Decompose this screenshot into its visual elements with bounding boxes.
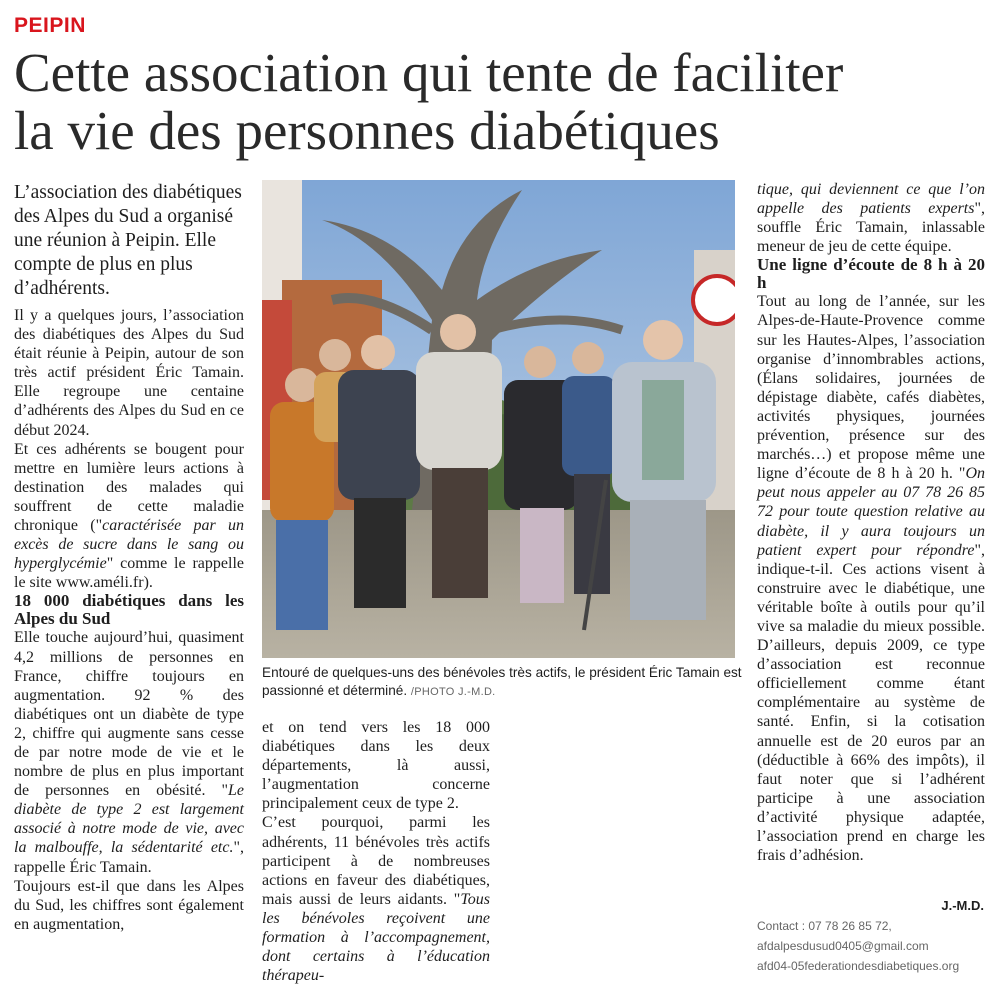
paragraph xyxy=(757,292,985,865)
caption-text: Entouré de quelques-uns des bénévoles très actifs, le président Éric Tamain est passionné et déterminé. xyxy=(262,665,742,698)
headline xyxy=(14,44,984,160)
photo-caption xyxy=(262,664,742,701)
paragraph: Toujours est-il que dans les Alpes du Sud, les chiffres sont également en augmentation, xyxy=(14,877,244,933)
article-photo xyxy=(262,180,735,658)
quote: On peut nous appeler au 07 78 26 85 72 pour toute question relative au diabète, il y aura toujours un patient expert pour répondre xyxy=(757,465,985,559)
article-lead: L’association des diabétiques des Alpes du Sud a organisé une réunion à Peipin. Elle compte de plus en plus d’adhérents. xyxy=(14,182,242,299)
text-run: Tout au long de l’année, sur les Alpes-de-Haute-Provence comme sur les Hautes-Alpes, l’association organise d’innombrables actions, (Élans solidaires, journées de dépistage diabète, cafés diabètes, activités physiques, journées prévention, présence sur des marchés…) et propose même une ligne d’écoute de 8 h à 20 h. " xyxy=(757,293,985,483)
photo-credit: /PHOTO J.-M.D. xyxy=(410,686,496,698)
text-run: Et ces adhérents se bougent pour mettre en lumière leurs actions à destination des malades qui souffrent de cette maladie chronique (" xyxy=(14,440,244,535)
paragraph xyxy=(262,813,490,985)
subheading: Une ligne d’écoute de 8 h à 20 h xyxy=(757,255,985,293)
contact-phone: Contact : 07 78 26 85 72, xyxy=(757,919,892,933)
paragraph: Il y a quelques jours, l’association des diabétiques des Alpes du Sud était réunie à Peipin, autour de son très actif président Éric Tamain. Elle regroupe une centaine d’adhérents des Alpes du Sud en ce début 2024. xyxy=(14,307,244,439)
text-run: ", souffle Éric Tamain, inlassable meneur de jeu de cette équipe. xyxy=(757,200,985,256)
headline-line-2: la vie des personnes diabétiques xyxy=(14,100,720,161)
contact-email: afdalpesdusud0405@gmail.com xyxy=(757,939,929,953)
article-column-3 xyxy=(757,180,985,865)
text-run: " comme le rappelle le site www.améli.fr). xyxy=(14,555,244,592)
quote: Le diabète de type 2 est largement associé à notre mode de vie, avec la malbouffe, la sédentarité etc. xyxy=(14,782,244,857)
text-run: ", rappelle Éric Tamain. xyxy=(14,839,244,876)
section-kicker: PEIPIN xyxy=(14,14,86,37)
paragraph xyxy=(14,440,244,593)
subheading: 18 000 diabétiques dans les Alpes du Sud xyxy=(14,591,244,629)
paragraph xyxy=(757,180,985,256)
text-run: Elle touche aujourd’hui, quasiment 4,2 millions de personnes en France, chiffre toujours en augmentation. 92 % des diabétiques ont un diabète de type 2, chiffre qui augmente sans cesse de par notre mode de vie et le nombre de plus en plus important de personnes en obésité. " xyxy=(14,629,244,800)
quote: Tous les bénévoles reçoivent une formation à l’accompagnement, dont certains à l’éducation thérapeu- xyxy=(262,890,490,985)
contact-box xyxy=(757,916,992,976)
author-signature: J.-M.D. xyxy=(941,898,984,913)
paragraph: et on tend vers les 18 000 diabétiques dans les deux départements, là aussi, l’augmentation concerne principalement ceux de type 2. xyxy=(262,719,490,813)
text-run: ", indique-t-il. Ces actions visent à construire avec le diabétique, une véritable boîte à outils pour qu’il vive sa maladie du mieux possible. D’ailleurs, depuis 2009, ce type d’association est reconnue officiellement comme étant complémentaire au système de santé. Enfin, si la cotisation annuelle est de 20 euros par an (déductible à 66% des impôts), il faut noter que si l’adhérent participe à une association d’activité physique adaptée, l’association prend en charge les frais d’adhésion. xyxy=(757,541,985,865)
quote: caractérisée par un excès de sucre dans le sang ou hyperglycémie xyxy=(14,517,244,573)
contact-website: afd04-05federationdesdiabetiques.org xyxy=(757,959,960,973)
headline-line-1: Cette association qui tente de faciliter xyxy=(14,42,844,103)
article-column-2 xyxy=(262,718,490,985)
paragraph xyxy=(14,628,244,876)
article-column-1 xyxy=(14,306,244,934)
text-run: C’est pourquoi, parmi les adhérents, 11 bénévoles très actifs participent à de nombreuses actions en faveur des diabétiques, mais aussi de leurs aidants. " xyxy=(262,814,490,908)
quote: tique, qui deviennent ce que l’on appelle des patients experts xyxy=(757,181,985,218)
